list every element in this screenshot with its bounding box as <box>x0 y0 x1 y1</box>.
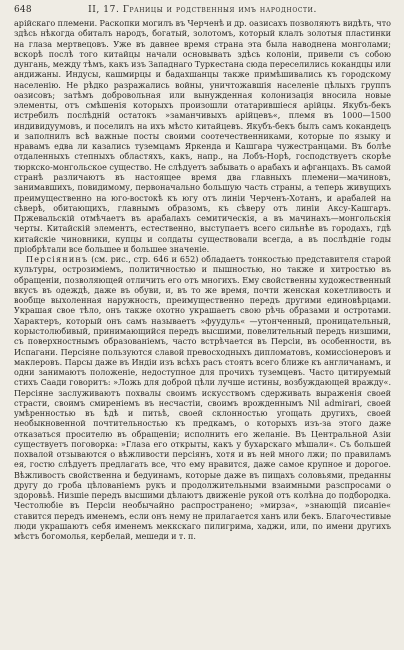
paragraph-lead: Персіянинъ <box>26 255 89 265</box>
running-header <box>14 0 391 19</box>
body-text <box>14 19 391 647</box>
paragraph <box>14 19 391 255</box>
running-title: II, 17. Границы и родственныя имъ народности. <box>88 4 317 15</box>
paragraph-text: арійскаго племени. Раскопки могилъ въ Черченѣ и др. оазисахъ позволяютъ видѣть, что здѣсь нѣкогда обиталъ народъ, богатый, золотомъ, который клалъ золотыя пластинки на глаза мертвецовъ. Уже въ давнее время страна эта была наводнена монголами; вскорѣ послѣ того китайцы начали основывать здѣсь колоніи, привели съ собою дунгань, между тѣмъ, какъ изъ Западнаго Туркестана сюда переселились кокандцы или андижаны. Индусы, кашмирцы и бадахшанцы также примѣшивались къ городскому населенію. Не рѣдко разражались войны, уничтожавшія населеніе цѣлыхъ группъ оазисовъ; затѣмъ добровольная или вынужденная колонизація вносила новые элементы, отъ смѣшенія которыхъ произошли отатарившіеся арійцы. Якубъ-бекъ истребилъ послѣдній остатокъ »заманчивыхъ арійцевъ«, племя въ 1000—1500 индивидуумовъ, и поселилъ на ихъ мѣсто китайцевъ. Якубъ-бекъ былъ самъ кокандецъ и заполнилъ всѣ важные посты своими соотечественниками, которые по языку и нравамъ едва ли казались туземцамъ Яркенда и Кашгара чужестранцами. Въ болѣе отдаленныхъ степныхъ областяхъ, какъ, напр., на Лобъ-Норѣ, господствуетъ скорѣе тюркско-монгольское существо. Не слѣдуетъ забывать о арабахъ и афганцахъ. Въ самой странѣ различаютъ въ настоящее время два главныхъ племени—мачиновъ, занимавшихъ, повидимому, первоначально большую часть страны, а теперь живущихъ преимущественно на юго-востокѣ къ югу отъ линіи Черченъ-Хотанъ, и арабалей на сѣверѣ, обитающихъ, главнымъ образомъ, къ сѣверу отъ линіи Аксу-Кашгаръ. Пржевальскій отмѣчаетъ въ арабалахъ семитическія, а въ мачинахъ—монгольскія черты. Китайскій элементъ, естественно, выступаетъ всего сильнѣе въ городахъ, гдѣ китайскіе чиновники, купцы и солдаты существовали всегда, а въ послѣдніе годы пріобрѣтали все большее и большее значеніе. <box>14 19 391 254</box>
paragraph-text: (см. рис., стр. 646 и 652) обладаетъ тонкостью представителя старой культуры, острозиміемъ, политичностью и пышностью, но также и хитростью въ обращеніи, позволяющей отличить его отъ многихъ. Ему свойственны художественный вкусъ въ одеждѣ, даже въ обуви, и, въ то же время, почти женская кокетливость и вообще выхоленная наружность, преимущественно передъ другими единовѣрцами. Украшая свое тѣло, онъ также охотно украшаетъ свою рѣчь образами и остротами. Характеръ, который онъ самъ называетъ »фуудуль« —утонченный, проницательный, корыстолюбивый, принимающийся передъ высшими, повелительный передъ низшими, съ поверхностнымъ образованіемъ, часто встрѣчается въ Персіи, въ особенности, въ Испагани. Персіяне пользуются славой превосходныхъ дипломатовъ, комиссіонеровъ и маклеровъ. Парсы даже въ Индіи изъ всѣхъ расъ стоятъ всего ближе къ англичанамъ, и одни занимаютъ положеніе, недоступное для прочихъ туземцевъ. Часто цитируемый стихъ Саади говоритъ: »Ложь для доброй цѣли лучше истины, возбуждающей вражду«. Персіяне заслуживаютъ похвалы своимъ искусствомъ сдерживать выраженія своей страсти, своимъ смиреніемъ въ несчастіи, своимъ врожденнымъ Nil admirari, своей умѣренностью въ ѣдѣ и питьѣ, своей склонностью угощать другихъ, своей необыкновенной почтительностью къ предкамъ, о которыхъ изъ-за этого даже отказаться просителю въ обращеніи; исполнить его желаніе. Въ Центральной Азіи существуетъ поговорка: »Глаза его открыты, какъ у бухарскаго мѣшали«. Съ большей похвалой отзываются о вѣжливости персіянъ, хотя и въ ней много лжи; по правиламъ ея, гостю слѣдуетъ предлагать все, что ему нравится, даже самое крупное и дорогое. Вѣжливость свойственна и бедуинамъ, которые даже въ пищахъ соловьями, преданны другу до гроба цѣлованіемъ рукъ и продолжительными взаимными разспросами о здоровьѣ. Низшіе передъ высшими дѣлаютъ движеніе рукой отъ колѣна до подбородка. Честолюбіе въ Персіи необычайно распространено; »мирза«, »знающій писаніе« ставится передъ именемъ, если онъ нему не прилагается ханъ или бекъ. Благочестивые люди украшаютъ себя именемъ меккскаго пилигрима, хаджи, или, по имени другихъ мѣстъ богомолья, кербелай, мешеди и т. п. <box>14 255 391 542</box>
page-number: 648 <box>14 4 32 15</box>
paragraph <box>14 255 391 542</box>
